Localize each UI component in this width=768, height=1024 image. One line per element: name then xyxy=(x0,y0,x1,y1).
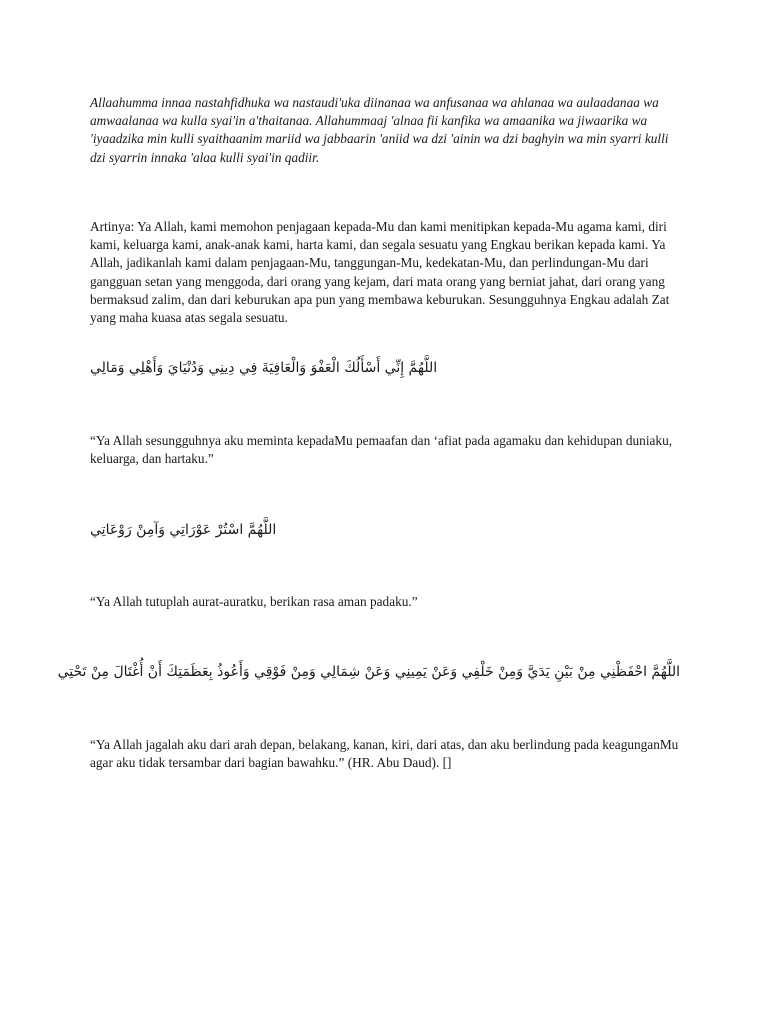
transliteration-paragraph: Allaahumma innaa nastahfidhuka wa nastaudi'uka diinanaa wa anfusanaa wa ahlanaa wa aulaadanaa wa amwaalanaa wa kulla syai'in a'thaitanaa. Allahummaaj 'alnaa fii kanfika wa amaanika wa jiwaarika wa 'iyaadzika min kulli syaithaanim mariid wa jabbaarin 'aniid wa dzi 'ainin wa dzi baghyin wa min syarri kulli dzi syarrin innaka 'alaa kulli syai'in qadiir. xyxy=(90,95,669,165)
prayer-2-translation: “Ya Allah tutuplah aurat-auratku, berikan rasa aman padaku.” xyxy=(90,594,418,609)
translation-paragraph: Artinya: Ya Allah, kami memohon penjagaan kepada-Mu dan kami menitipkan kepada-Mu agama kami, diri kami, keluarga kami, anak-anak kami, harta kami, dan segala sesuatu yang Engkau berikan kepada kami. Ya Allah, jadikanlah kami dalam penjagaan-Mu, tanggungan-Mu, kedekatan-Mu, dan perlindungan-Mu dari gangguan setan yang menggoda, dari orang yang kejam, dari mata orang yang berniat jahat, dari orang yang bermaksud zalim, dan dari keburukan apa pun yang membawa keburukan. Sesungguhnya Engkau adalah Zat yang maha kuasa atas segala sesuatu. xyxy=(90,219,670,326)
arabic-prayer-2: اللَّهُمَّ اسْتُرْ عَوْرَاتِي وَآمِنْ رَوْعَاتِي xyxy=(90,522,277,538)
prayer-3-translation: “Ya Allah jagalah aku dari arah depan, belakang, kanan, kiri, dari atas, dan aku berlindung pada keagunganMu agar aku tidak tersambar dari bagian bawahku.” (HR. Abu Daud). [] xyxy=(90,737,679,771)
prayer-1-translation: “Ya Allah sesungguhnya aku meminta kepadaMu pemaafan dan ‘afiat pada agamaku dan kehidupan duniaku, keluarga, dan hartaku.” xyxy=(90,433,673,467)
arabic-prayer-3: اللَّهُمَّ احْفَظْنِي مِنْ بَيْنِ يَدَيَّ وَمِنْ خَلْفِي وَعَنْ يَمِينِي وَعَنْ شِمَالِي وَمِنْ فَوْقِي وَأَعُوذُ بِعَظَمَتِكَ أَنْ أُغْتَالَ مِنْ تَحْتِي xyxy=(57,664,680,680)
arabic-prayer-1: اللَّهُمَّ إِنِّي أَسْأَلُكَ الْعَفْوَ وَالْعَافِيَةَ فِي دِينِي وَدُنْيَايَ وَأَهْلِي وَمَالِي xyxy=(90,360,438,376)
